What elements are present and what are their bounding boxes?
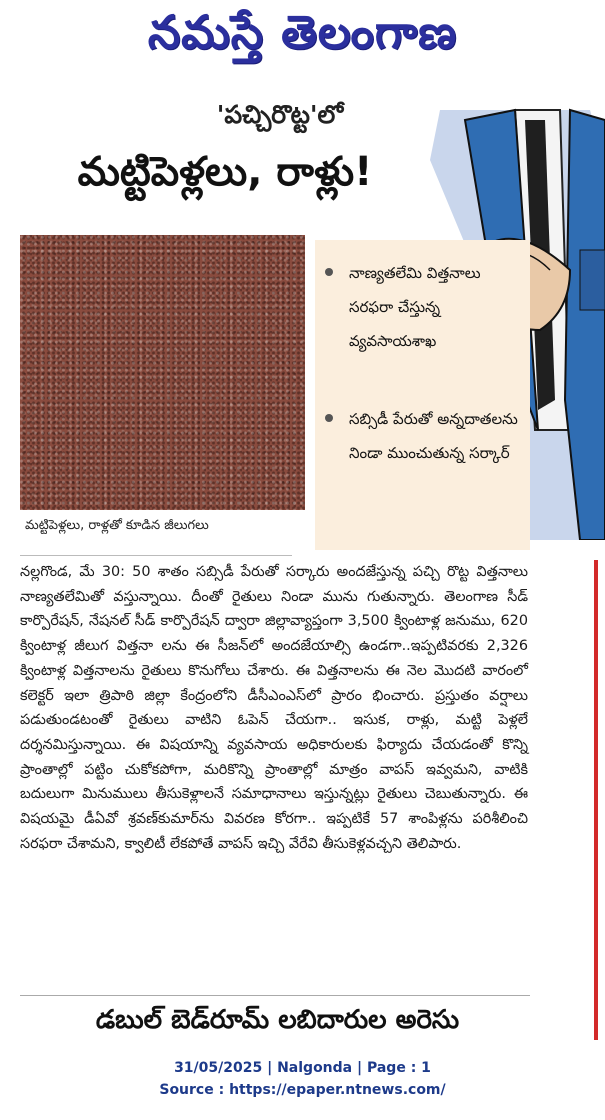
masthead [0,0,605,75]
bullet-icon [325,414,333,422]
article-headline: మట్టిపెళ్లలు, రాళ్లు! [77,149,373,195]
caption-divider [20,555,292,556]
newspaper-title: నమస్తే తెలంగాణ [147,4,458,59]
photo-caption: మట్టిపెళ్లలు, రాళ్లతో కూడిన జీలుగలు [25,518,209,533]
highlights-box [315,240,530,550]
article-kicker: 'పచ్చిరొట్ట'లో [216,100,344,129]
edition-info: 31/05/2025 | Nalgonda | Page : 1 [174,1060,431,1076]
next-article-headline: డబుల్ బెడ్‌రూమ్ లబిదారుల అరెసు [95,1005,460,1035]
article-body: నల్లగొండ, మే 30: 50 శాతం సబ్సిడీ పేరుతో సర్కారు అందజేస్తున్న పచ్చి రొట్ట విత్తనాలు నాణ్యతలేమితో వస్తున్నాయి. దీంతో రైతులు నిండా మును గుతున్నారు. తెలంగాణ సీడ్ కార్పొరేషన్, నేషనల్ సీడ్ కార్పొరేషన్ ద్వారా జిల్లావ్యాప్తంగా 3,500 క్వింటాళ్ల జనుము, 620 క్వింటాళ్ల జీలుగ విత్తనా లను ఈ సీజన్‌లో అందజేయాల్సి ఉండగా..ఇప్పటివరకు 2,326 క్వింటాళ్ల విత్తనాలను రైతులు కొనుగోలు చేశారు. ఈ విత్తనాలను ఈ నెల మొదటి వారంలో కలెక్టర్ ఇలా త్రిపాఠి జిల్లా కేంద్రంలోని డీసీఎంఎస్‌లో ప్రారం భించారు. ప్రస్తుతం వర్షాలు పడుతుండటంతో రైతులు వాటిని ఓపెన్ చేయగా.. ఇసుక, రాళ్లు, మట్టి పెళ్లలే దర్శనమిస్తున్నాయి. ఈ విషయాన్ని వ్యవసాయ అధికారులకు ఫిర్యాదు చేయడంతో కొన్ని ప్రాంతాల్లో పట్టిం చుకోకపోగా, మరికొన్ని ప్రాంతాల్లో మాత్రం వాపస్ ఇవ్వమని, వాటికి బదులుగా మినుములు తీసుకెళ్లాలనే సమాధానాలు ఇస్తున్నట్లు రైతులు చెబుతున్నారు. ఈ విషయమై డీఏవో శ్రవణ్‌కుమార్‌ను వివరణ కోరగా.. ఇప్పటికే 57 శాంపిళ్లను పరిశీలించి సరఫరా చేశామని, క్వాలిటీ లేకపోతే వాపస్ ఇచ్చి వేరేవి తీసుకెళ్లవచ్చని తెలిపారు. [20,564,528,852]
bullet-icon [325,268,333,276]
column-divider [594,560,598,1040]
seed-photo [20,235,305,510]
highlight-item: సబ్సిడీ పేరుతో అన్నదాతలను నిండా ముంచుతున్న సర్కార్ [327,402,522,470]
source-link[interactable]: Source : https://epaper.ntnews.com/ [159,1082,446,1098]
section-divider [20,995,530,996]
highlight-item: నాణ్యతలేమి విత్తనాలు సరఫరా చేస్తున్న వ్యవసాయశాఖ [327,256,522,358]
